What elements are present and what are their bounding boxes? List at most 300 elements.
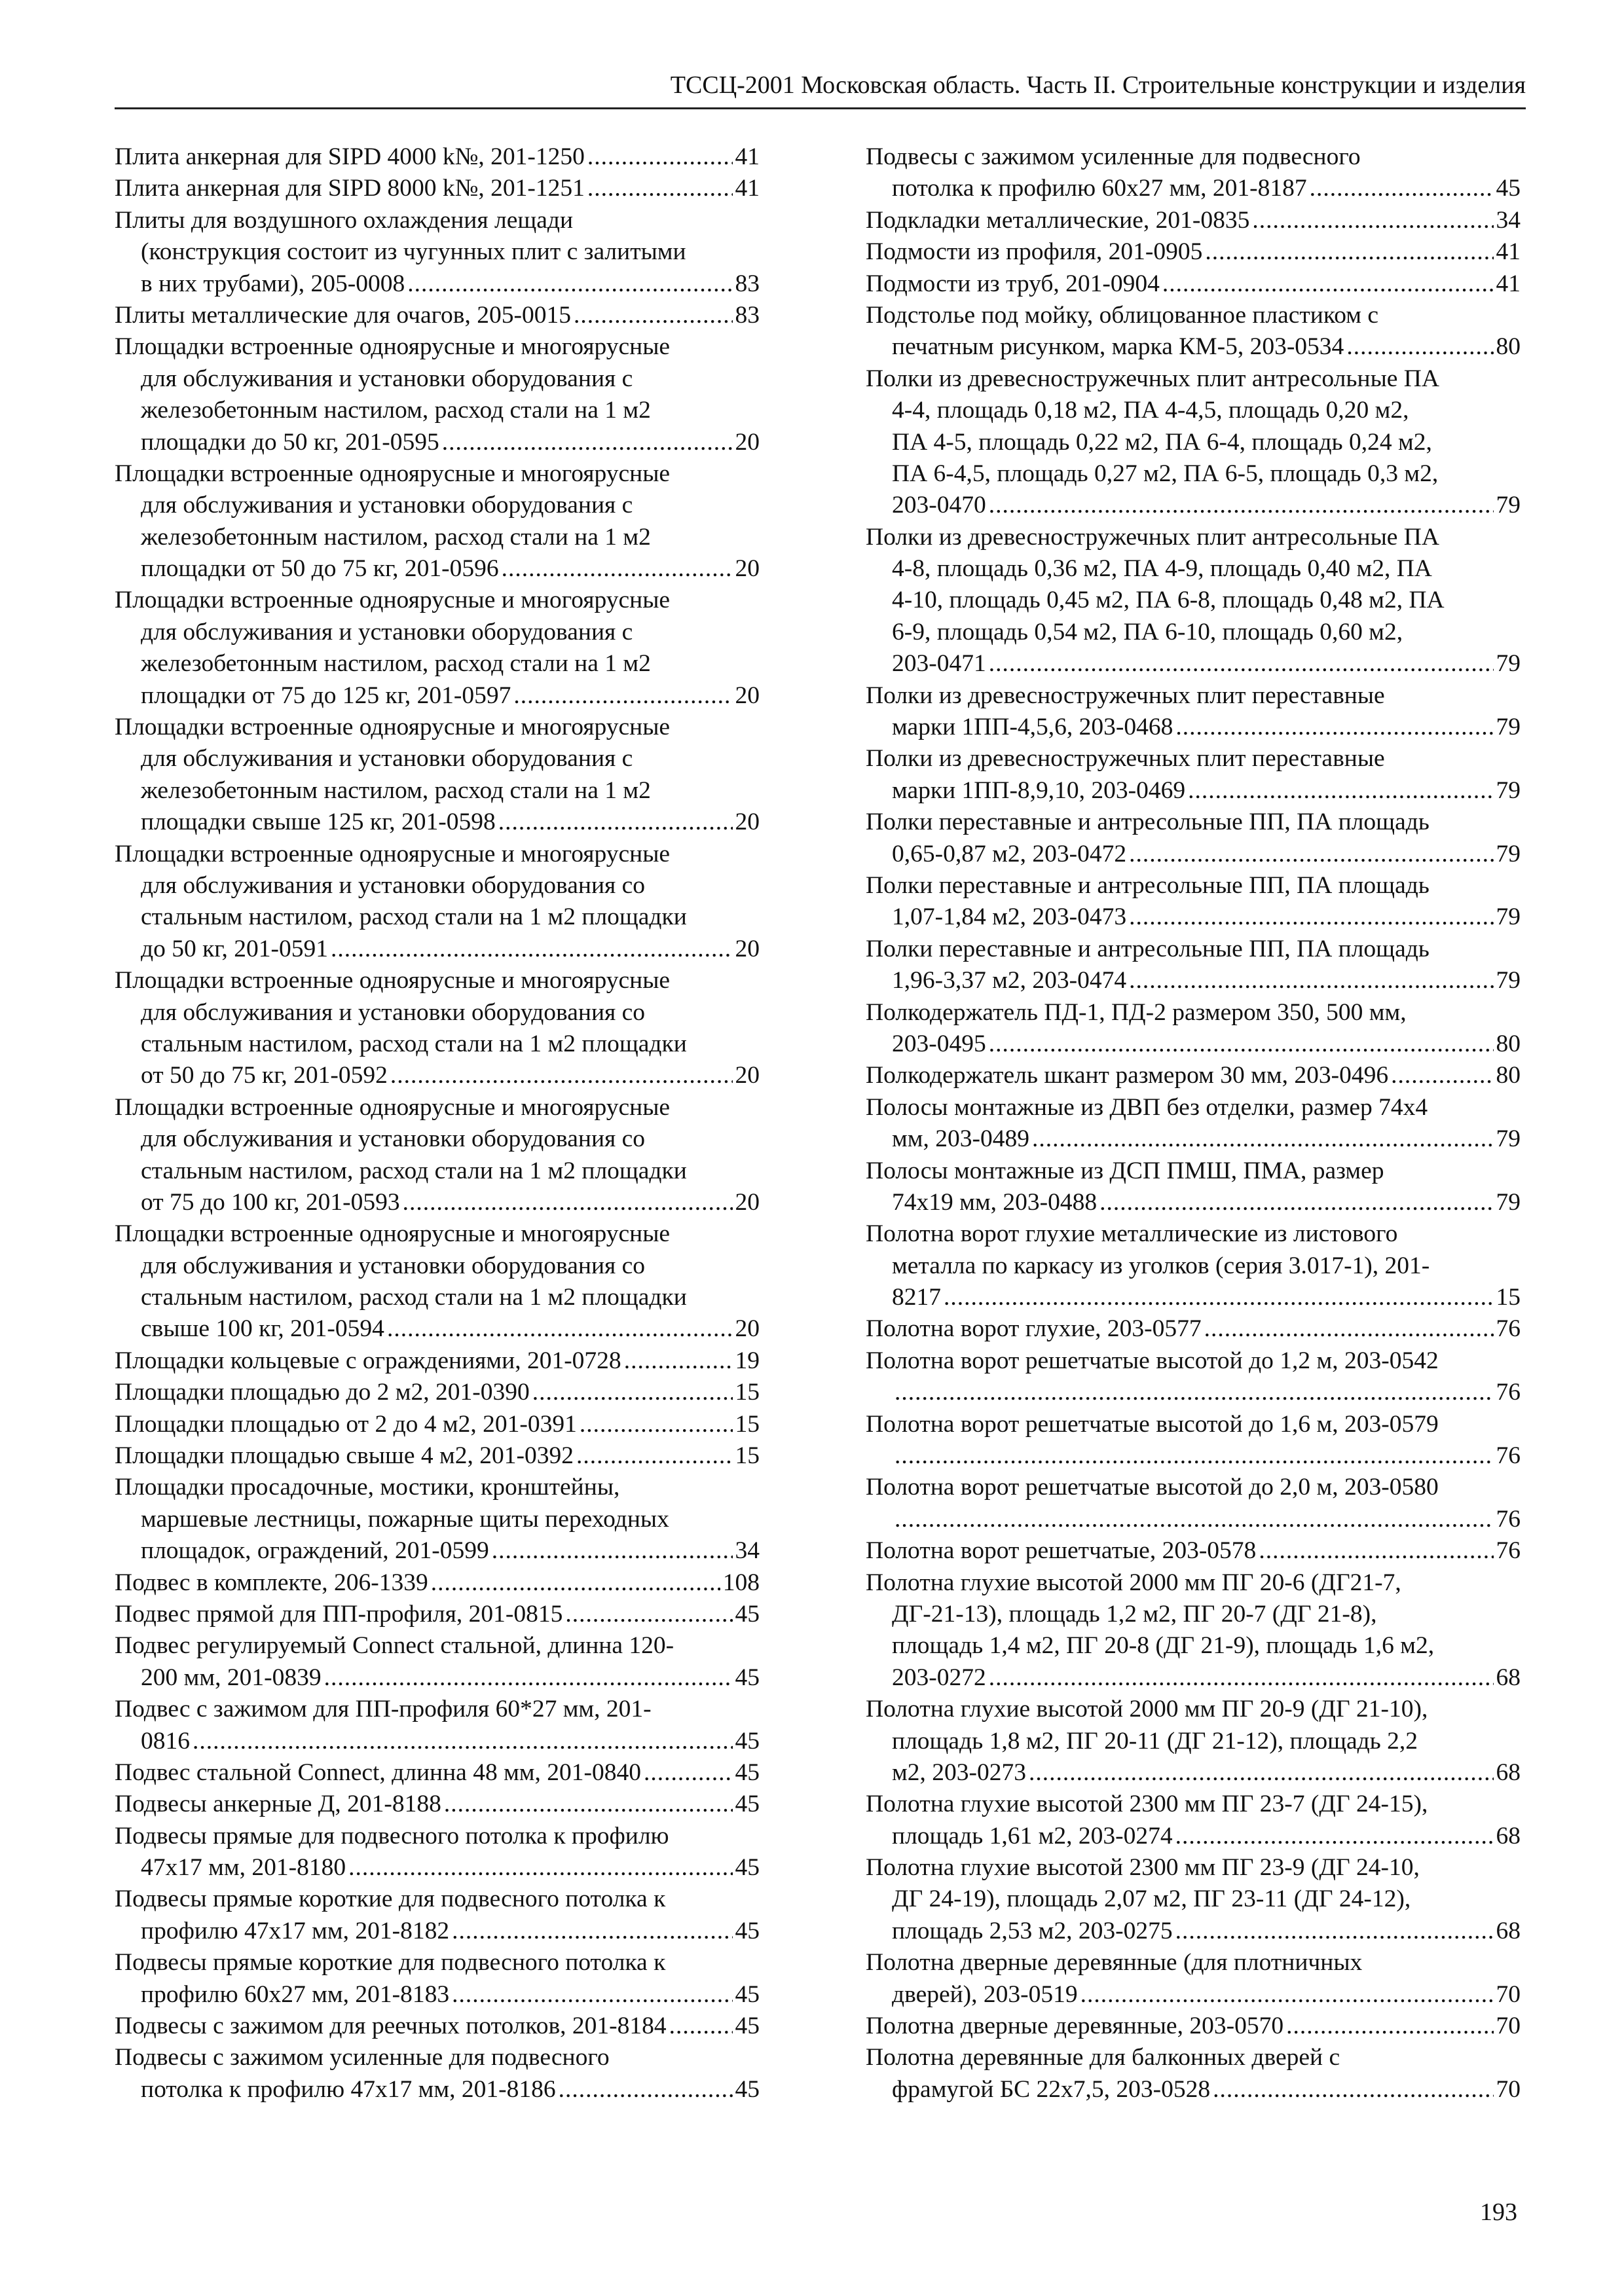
index-entry-line	[115, 1852, 760, 1884]
index-entry-text: до 50 кг, 201-0591	[141, 935, 328, 962]
index-entry-line	[866, 1630, 1521, 1662]
index-page-ref: 20	[735, 1315, 760, 1343]
index-entry-text: потолка к профилю 60x27 мм, 201-8187	[892, 175, 1307, 202]
dot-leader	[498, 807, 733, 838]
dot-leader	[513, 680, 732, 712]
index-entry-text: Полотна ворот глухие металлические из листового	[866, 1220, 1398, 1248]
index-entry-text: ПА 4-5, площадь 0,22 м2, ПА 6-4, площадь 0,24 м2,	[892, 428, 1432, 456]
dot-leader	[1391, 1060, 1493, 1091]
index-entry-line	[866, 648, 1521, 680]
index-entry-text: для обслуживания и установки оборудования с	[141, 618, 633, 646]
index-entry	[866, 268, 1521, 300]
running-header	[115, 64, 1526, 109]
index-entry-line	[866, 1979, 1521, 2011]
index-entry-text: Подвес прямой для ПП-профиля, 201-0815	[115, 1600, 563, 1628]
index-entry	[866, 870, 1521, 934]
index-entry-text: стальным настилом, расход стали на 1 м2 площадки	[141, 1157, 687, 1184]
index-page-ref: 45	[735, 1664, 760, 1691]
index-page-ref: 70	[1496, 2013, 1521, 2040]
index-entry-line	[866, 712, 1521, 743]
index-entry-line	[866, 1060, 1521, 1091]
index-entry-text: железобетонным настилом, расход стали на 1 м2	[141, 397, 651, 424]
dot-leader	[403, 1187, 733, 1218]
index-entry-text: ДГ-21-13), площадь 1,2 м2, ПГ 20-7 (ДГ 21-8),	[892, 1600, 1377, 1628]
index-entry-text: Подвес регулируемый Connect стальной, длинна 120-	[115, 1632, 674, 1660]
index-entry-text: Площадки встроенные одноярусные и многоярусные	[115, 1093, 671, 1121]
index-entry-line	[866, 141, 1521, 173]
index-entry-line	[115, 870, 760, 902]
index-entry-text: 8217	[892, 1284, 941, 1311]
index-entry-line	[115, 427, 760, 458]
dot-leader	[559, 2074, 733, 2105]
index-entry-line	[866, 1757, 1521, 1789]
index-entry-line	[115, 395, 760, 426]
index-entry-text: Полки переставные и антресольные ПП, ПА площадь	[866, 871, 1430, 899]
dot-leader	[407, 268, 732, 300]
index-entry-text: Подвесы прямые короткие для подвесного потолка к	[115, 1886, 666, 1913]
dot-leader	[193, 1726, 733, 1757]
index-page-ref: 45	[735, 1791, 760, 1818]
index-page-ref: 79	[1496, 776, 1521, 804]
dot-leader	[895, 1377, 1494, 1408]
dot-leader	[444, 1789, 733, 1820]
index-entry-text: Подвесы с зажимом усиленные для подвесного	[115, 2044, 610, 2071]
index-entry-line	[866, 1092, 1521, 1123]
dot-leader	[1080, 1979, 1494, 2011]
index-entry-line	[115, 141, 760, 173]
index-entry-line	[115, 300, 760, 331]
dot-leader	[989, 648, 1494, 680]
dot-leader	[442, 427, 733, 458]
index-page-ref: 45	[735, 2013, 760, 2040]
index-entry-line	[866, 300, 1521, 331]
index-page-ref: 79	[1496, 650, 1521, 678]
index-entry-text: Полкодержатель ПД-1, ПД-2 размером 350, 500 мм,	[866, 998, 1407, 1026]
index-entry-line	[866, 775, 1521, 807]
index-entry-text: Полкодержатель шкант размером 30 мм, 203-0496	[866, 1062, 1389, 1089]
index-entry-line	[115, 1218, 760, 1250]
index-entry-text: Подмости из труб, 201-0904	[866, 270, 1160, 297]
index-entry-line	[115, 1282, 760, 1313]
index-entry-text: площадь 1,8 м2, ПГ 20-11 (ДГ 21-12), площадь 2,2	[892, 1727, 1418, 1755]
index-entry-text: стальным настилом, расход стали на 1 м2 площадки	[141, 1284, 687, 1311]
index-entry-text: Площадки встроенные одноярусные и многоярусные	[115, 967, 671, 994]
index-entry-line	[115, 934, 760, 965]
index-entry-text: Подвес с зажимом для ПП-профиля 60*27 мм, 201-	[115, 1696, 652, 1723]
index-entry	[866, 1947, 1521, 2011]
index-entry-line	[115, 1630, 760, 1662]
index-entry	[115, 1757, 760, 1789]
dot-leader	[1252, 205, 1493, 236]
index-entry	[115, 1218, 760, 1345]
dot-leader	[1129, 902, 1493, 933]
index-entry-line	[115, 1694, 760, 1725]
index-entry-text: маршевые лестницы, пожарные щиты переходных	[141, 1505, 669, 1533]
index-entry-text: Полосы монтажные из ДВП без отделки, размер 74x4	[866, 1093, 1428, 1121]
index-page-ref: 108	[722, 1569, 760, 1596]
index-entry	[115, 585, 760, 712]
index-entry	[866, 680, 1521, 744]
index-entry-text: Полотна дверные деревянные, 203-0570	[866, 2013, 1284, 2040]
index-entry-line	[866, 1409, 1521, 1440]
index-entry-text: Площадки встроенные одноярусные и многоярусные	[115, 714, 671, 741]
index-entry-text: Площадки встроенные одноярусные и многоярусные	[115, 333, 671, 361]
index-entry-line	[115, 743, 760, 774]
index-entry-line	[866, 205, 1521, 236]
index-entry-line	[866, 743, 1521, 774]
index-entry-text: площадки свыше 125 кг, 201-0598	[141, 809, 496, 836]
index-entry	[115, 2042, 760, 2105]
dot-leader	[565, 1599, 732, 1630]
index-entry	[115, 1345, 760, 1377]
index-entry-line	[115, 1916, 760, 1947]
index-entry	[866, 1567, 1521, 1694]
dot-leader	[492, 1535, 733, 1567]
index-page-ref: 76	[1496, 1379, 1521, 1406]
index-entry-text: 203-0470	[892, 492, 986, 519]
index-entry-text: площадки от 75 до 125 кг, 201-0597	[141, 682, 511, 709]
index-entry-line	[115, 712, 760, 743]
index-entry-text: Подвес стальной Connect, длинна 48 мм, 201-0840	[115, 1758, 642, 1786]
dot-leader	[1032, 1123, 1494, 1155]
index-entry	[866, 141, 1521, 205]
index-entry-line	[115, 585, 760, 616]
index-page-ref: 20	[735, 935, 760, 962]
index-page-ref: 79	[1496, 840, 1521, 867]
index-page-ref: 79	[1496, 903, 1521, 931]
index-page-ref: 80	[1496, 1030, 1521, 1057]
index-entry	[866, 205, 1521, 236]
index-entry-text: Полотна деревянные для балконных дверей с	[866, 2044, 1340, 2071]
index-entry	[115, 173, 760, 204]
index-entry-text: Подмости из профиля, 201-0905	[866, 238, 1203, 266]
index-entry	[866, 1789, 1521, 1852]
index-entry-line	[866, 1789, 1521, 1820]
index-entry-line	[866, 1694, 1521, 1725]
index-entry-text: 203-0495	[892, 1030, 986, 1057]
dot-leader	[989, 1662, 1494, 1694]
index-page-ref: 45	[735, 1758, 760, 1786]
index-page-ref: 76	[1496, 1315, 1521, 1343]
index-entry-text: Полосы монтажные из ДСП ПМШ, ПМА, размер	[866, 1157, 1384, 1184]
index-entry-text: 4-4, площадь 0,18 м2, ПА 4-4,5, площадь 0,20 м2,	[892, 397, 1409, 424]
dot-leader	[502, 553, 733, 585]
index-entry-text: Площадки встроенные одноярусные и многоярусные	[115, 460, 671, 487]
index-entry-line	[115, 1821, 760, 1852]
index-page-ref: 70	[1496, 1980, 1521, 2008]
index-entry-line	[866, 807, 1521, 838]
index-entry	[866, 934, 1521, 997]
index-entry-text: железобетонным настилом, расход стали на 1 м2	[141, 523, 651, 551]
index-entry-line	[866, 965, 1521, 996]
index-entry-line	[115, 1029, 760, 1060]
dot-leader	[431, 1567, 720, 1599]
index-page-ref: 80	[1496, 333, 1521, 361]
index-entry-text: фрамугой БС 22x7,5, 203-0528	[892, 2075, 1211, 2103]
index-entry-line	[115, 522, 760, 553]
index-entry	[115, 1947, 760, 2011]
index-page-ref: 45	[735, 1600, 760, 1628]
index-entry-line	[866, 1123, 1521, 1155]
index-entry-text: 0816	[141, 1727, 190, 1755]
index-entry	[866, 1409, 1521, 1472]
index-entry-line	[866, 1377, 1521, 1408]
index-entry-text: для обслуживания и установки оборудования со	[141, 1125, 646, 1153]
index-entry-line	[115, 268, 760, 300]
index-page-ref: 76	[1496, 1505, 1521, 1533]
index-entry-line	[115, 1156, 760, 1187]
index-entry-line	[866, 268, 1521, 300]
index-entry-text: Плита анкерная для SIPD 8000 k№, 201-1251	[115, 175, 585, 202]
index-entry-text: в них трубами), 205-0008	[141, 270, 405, 297]
dot-leader	[1286, 2011, 1493, 2042]
index-entry-text: Полки переставные и антресольные ПП, ПА площадь	[866, 935, 1430, 962]
index-entry	[115, 1472, 760, 1567]
index-page-ref: 79	[1496, 492, 1521, 519]
index-entry	[866, 1218, 1521, 1313]
index-entry-line	[866, 1535, 1521, 1567]
index-entry-line	[115, 1535, 760, 1567]
index-entry-line	[115, 997, 760, 1029]
index-entry-line	[115, 1757, 760, 1789]
index-entry	[866, 2011, 1521, 2042]
index-entry-line	[866, 2011, 1521, 2042]
index-entry-line	[866, 522, 1521, 553]
index-entry	[115, 1884, 760, 1947]
index-entry-line	[115, 1504, 760, 1535]
index-column-left	[115, 141, 760, 2105]
index-entry-text: 203-0471	[892, 650, 986, 678]
index-entry-text: м2, 203-0273	[892, 1758, 1026, 1786]
dot-leader	[387, 1313, 733, 1345]
index-entry	[115, 141, 760, 173]
index-page-ref: 45	[735, 1917, 760, 1944]
index-entry	[115, 2011, 760, 2042]
dot-leader	[989, 1029, 1494, 1060]
index-entry-text: Подвесы прямые короткие для подвесного потолка к	[115, 1949, 666, 1977]
dot-leader	[944, 1282, 1494, 1313]
dot-leader	[1175, 1916, 1494, 1947]
index-entry-text: Полотна ворот глухие, 203-0577	[866, 1315, 1202, 1343]
index-entry-text: Полотна ворот решетчатые высотой до 1,2 м, 203-0542	[866, 1347, 1439, 1374]
index-entry-line	[115, 1567, 760, 1599]
index-entry-line	[866, 1726, 1521, 1757]
index-entry-text: Полки переставные и антресольные ПП, ПА площадь	[866, 809, 1430, 836]
index-entry-line	[866, 585, 1521, 616]
index-entry-line	[115, 1092, 760, 1123]
index-page-ref: 34	[735, 1537, 760, 1565]
index-entry	[115, 1821, 760, 1884]
index-page-ref: 45	[735, 1854, 760, 1882]
index-entry	[866, 1313, 1521, 1345]
index-entry-line	[115, 1345, 760, 1377]
index-entry-text: профилю 60x27 мм, 201-8183	[141, 1980, 450, 2008]
index-entry-text: Полки из древесностружечных плит переставные	[866, 745, 1385, 773]
index-entry-text: железобетонным настилом, расход стали на 1 м2	[141, 650, 651, 678]
dot-leader	[587, 141, 733, 173]
index-entry-text: 4-8, площадь 0,36 м2, ПА 4-9, площадь 0,40 м2, ПА	[892, 555, 1432, 583]
dot-leader	[1346, 331, 1493, 363]
dot-leader	[1129, 839, 1493, 870]
index-entry	[115, 965, 760, 1092]
index-entry-line	[115, 2011, 760, 2042]
index-entry	[866, 300, 1521, 363]
index-entry-line	[115, 1313, 760, 1345]
index-entry-text: от 75 до 100 кг, 201-0593	[141, 1188, 400, 1216]
index-entry-text: стальным настилом, расход стали на 1 м2 площадки	[141, 1030, 687, 1057]
index-entry-line	[115, 490, 760, 521]
index-entry-line	[866, 490, 1521, 521]
index-entry-line	[115, 1060, 760, 1091]
index-entry-line	[115, 363, 760, 395]
dot-leader	[576, 1440, 733, 1472]
index-page-ref: 41	[735, 175, 760, 202]
index-entry-line	[115, 965, 760, 996]
dot-leader	[989, 490, 1494, 521]
index-entry-line	[115, 2042, 760, 2073]
index-page-ref: 34	[1496, 206, 1521, 234]
index-entry-text: Площадки кольцевые с ограждениями, 201-0728	[115, 1347, 621, 1374]
index-page-ref: 19	[735, 1347, 760, 1374]
index-page-ref: 68	[1496, 1917, 1521, 1944]
index-page-ref: 45	[735, 2075, 760, 2103]
index-entry	[866, 1345, 1521, 1409]
index-entry-line	[115, 617, 760, 648]
index-entry	[115, 1694, 760, 1757]
index-entry	[115, 1409, 760, 1440]
index-page-ref: 83	[735, 301, 760, 329]
index-entry-text: для обслуживания и установки оборудования со	[141, 1252, 646, 1279]
index-entry-text: 74x19 мм, 203-0488	[892, 1188, 1098, 1216]
index-page-ref: 20	[735, 1062, 760, 1089]
dot-leader	[532, 1377, 733, 1408]
index-entry-text: площадок, ограждений, 201-0599	[141, 1537, 489, 1565]
dot-leader	[1204, 1313, 1494, 1345]
dot-leader	[1259, 1535, 1493, 1567]
dot-leader	[1129, 965, 1493, 996]
index-entry-line	[866, 1821, 1521, 1852]
index-entry-line	[866, 1440, 1521, 1472]
index-entry-text: Подвесы прямые для подвесного потолка к профилю	[115, 1822, 669, 1850]
index-entry	[866, 1694, 1521, 1789]
index-page-ref: 15	[735, 1379, 760, 1406]
index-page-ref: 20	[735, 682, 760, 709]
index-entry-text: свыше 100 кг, 201-0594	[141, 1315, 384, 1343]
index-entry	[115, 300, 760, 331]
index-entry-line	[115, 2074, 760, 2105]
dot-leader	[1213, 2074, 1493, 2105]
index-entry-line	[866, 870, 1521, 902]
index-column-right	[866, 141, 1521, 2105]
index-entry	[866, 236, 1521, 268]
index-entry-line	[115, 173, 760, 204]
dot-leader	[324, 1662, 733, 1694]
index-entry-text: мм, 203-0489	[892, 1125, 1029, 1153]
index-entry-text: дверей), 203-0519	[892, 1980, 1078, 2008]
dot-leader	[895, 1440, 1494, 1472]
index-page-ref: 76	[1496, 1537, 1521, 1565]
index-entry	[115, 1377, 760, 1408]
index-entry-text: стальным настилом, расход стали на 1 м2 площадки	[141, 903, 687, 931]
index-entry-text: 47x17 мм, 201-8180	[141, 1854, 346, 1882]
index-entry-text: Площадки встроенные одноярусные и многоярусные	[115, 840, 671, 867]
index-entry-line	[115, 648, 760, 680]
index-entry-text: Полотна ворот решетчатые высотой до 1,6 м, 203-0579	[866, 1410, 1439, 1438]
index-entry	[866, 1156, 1521, 1219]
dot-leader	[1175, 712, 1493, 743]
index-entry-line	[866, 902, 1521, 933]
index-entry-text: для обслуживания и установки оборудования с	[141, 745, 633, 773]
index-entry-line	[115, 1440, 760, 1472]
index-entry-text: Полотна глухие высотой 2000 мм ПГ 20-6 (ДГ21-7,	[866, 1569, 1401, 1596]
index-entry	[115, 458, 760, 585]
index-page-ref: 20	[735, 555, 760, 583]
index-entry-line	[866, 458, 1521, 490]
index-entry-line	[866, 1218, 1521, 1250]
index-page-ref: 79	[1496, 967, 1521, 994]
index-entry-text: марки 1ПП-4,5,6, 203-0468	[892, 714, 1173, 741]
index-entry-line	[866, 1852, 1521, 1884]
index-entry-line	[866, 1345, 1521, 1377]
index-entry-line	[115, 553, 760, 585]
index-entry-text: площадки до 50 кг, 201-0595	[141, 428, 439, 456]
index-page-ref: 45	[1496, 175, 1521, 202]
index-page-ref: 15	[735, 1442, 760, 1470]
dot-leader	[580, 1409, 733, 1440]
index-entry-line	[866, 427, 1521, 458]
index-entry-text: площадь 1,4 м2, ПГ 20-8 (ДГ 21-9), площадь 1,6 м2,	[892, 1632, 1435, 1660]
dot-leader	[669, 2011, 733, 2042]
index-entry-line	[866, 395, 1521, 426]
index-entry	[115, 1440, 760, 1472]
index-page-ref: 41	[735, 143, 760, 170]
index-entry-text: потолка к профилю 47x17 мм, 201-8186	[141, 2075, 556, 2103]
index-entry-text: 200 мм, 201-0839	[141, 1664, 322, 1691]
index-entry-line	[115, 1789, 760, 1820]
index-entry-text: Площадки площадью до 2 м2, 201-0390	[115, 1379, 530, 1406]
index-entry-line	[866, 997, 1521, 1029]
index-entry-line	[115, 205, 760, 236]
index-entry	[866, 1472, 1521, 1535]
index-entry-text: Полотна ворот решетчатые высотой до 2,0 м, 203-0580	[866, 1474, 1439, 1501]
page-number: 193	[1480, 2198, 1517, 2226]
index-entry	[115, 839, 760, 966]
index-entry-line	[866, 617, 1521, 648]
index-entry-line	[115, 775, 760, 807]
dot-leader	[574, 300, 733, 331]
index-entry-line	[115, 331, 760, 363]
index-entry-text: Площадки встроенные одноярусные и многоярусные	[115, 1220, 671, 1248]
index-page-ref: 41	[1496, 238, 1521, 266]
index-entry-text: для обслуживания и установки оборудования со	[141, 871, 646, 899]
index-entry	[866, 743, 1521, 807]
index-entry-line	[866, 680, 1521, 712]
index-entry-text: Площадки площадью от 2 до 4 м2, 201-0391	[115, 1410, 577, 1438]
index-page-ref: 80	[1496, 1062, 1521, 1089]
index-entry-text: Подстолье под мойку, облицованное пластиком с	[866, 301, 1378, 329]
index-entry-text: Полотна глухие высотой 2300 мм ПГ 23-9 (ДГ 24-10,	[866, 1854, 1420, 1882]
index-entry-line	[866, 1947, 1521, 1978]
index-entry-line	[115, 902, 760, 933]
index-entry-line	[115, 1599, 760, 1630]
index-entry	[115, 205, 760, 300]
index-entry-line	[115, 1947, 760, 1978]
index-entry-text: Полотна глухие высотой 2000 мм ПГ 20-9 (ДГ 21-10),	[866, 1696, 1428, 1723]
index-entry	[866, 1852, 1521, 1947]
dot-leader	[390, 1060, 733, 1091]
index-entry-text: железобетонным настилом, расход стали на 1 м2	[141, 776, 651, 804]
index-entry-text: для обслуживания и установки оборудования с	[141, 492, 633, 519]
